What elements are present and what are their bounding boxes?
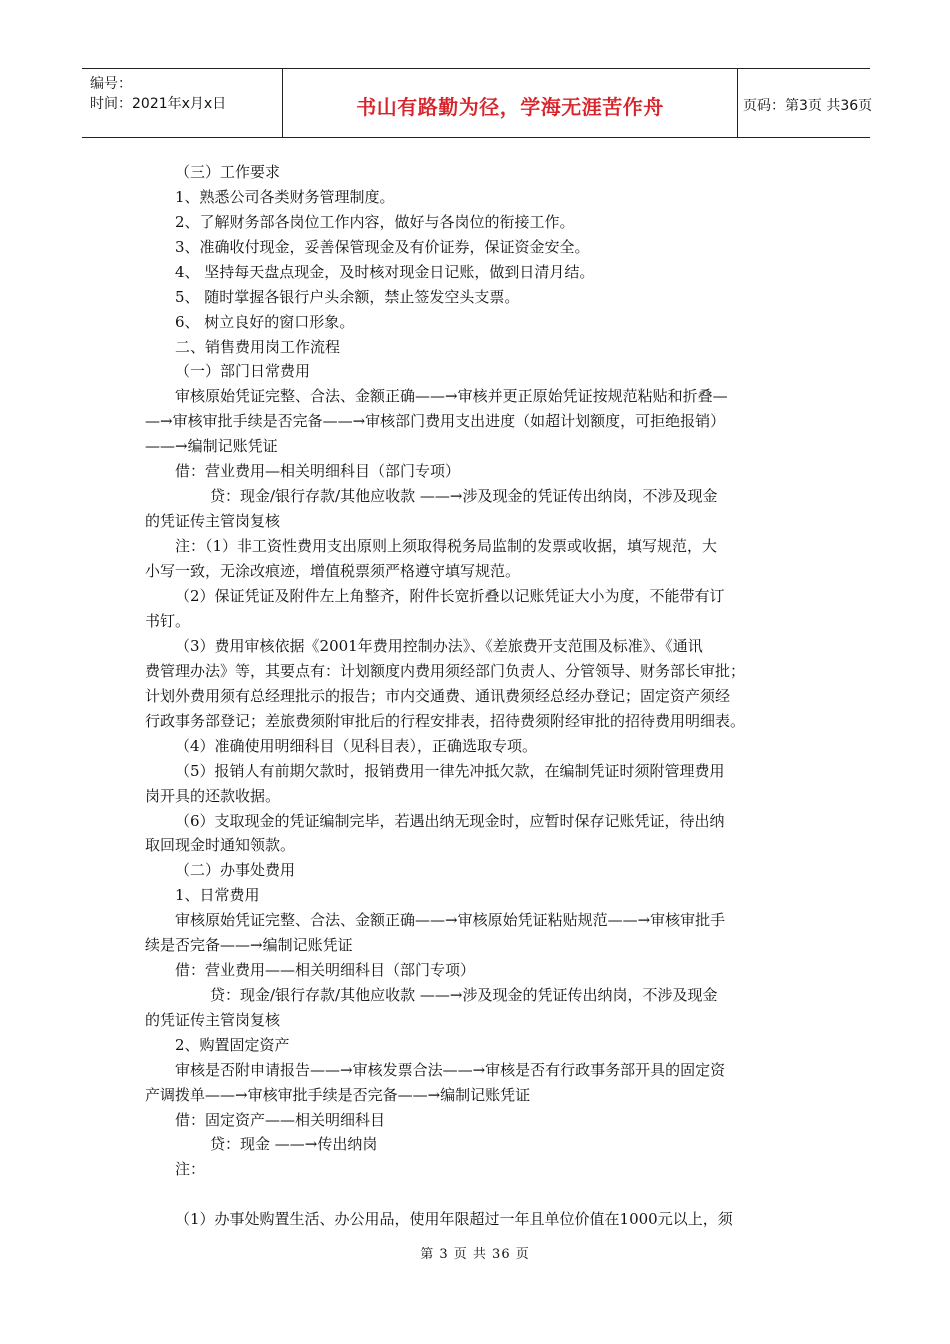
text-line: 2、了解财务部各岗位工作内容，做好与各岗位的衔接工作。 — [175, 213, 575, 231]
text-line: 借：营业费用——相关明细科目（部门专项） — [175, 961, 476, 979]
text-line: 注：（1）非工资性费用支出原则上须取得税务局监制的发票或收据，填写规范，大 — [175, 537, 718, 555]
text-line: 注： — [175, 1160, 206, 1178]
header-motto: 书山有路勤为径，学海无涯苦作舟 — [356, 95, 664, 119]
text-line: 产调拨单——→审核审批手续是否完备——→编制记账凭证 — [145, 1086, 531, 1104]
time-label: 时间：2021年x月x日 — [90, 96, 227, 112]
text-line: （4）准确使用明细科目（见科目表），正确选取专项。 — [175, 737, 538, 755]
text-line: ——→编制记账凭证 — [145, 437, 278, 455]
text-line: 书钉。 — [145, 612, 191, 630]
text-line: （1）办事处购置生活、办公用品，使用年限超过一年且单位价值在1000元以上，须 — [175, 1210, 733, 1228]
text-line: 借：固定资产——相关明细科目 — [175, 1111, 386, 1129]
text-line: 贷：现金/银行存款/其他应收款 ——→涉及现金的凭证传出纳岗，不涉及现金 — [210, 986, 718, 1004]
text-line: —→审核审批手续是否完备——→审核部门费用支出进度（如超计划额度，可拒绝报销） — [145, 412, 726, 430]
text-line: 1、熟悉公司各类财务管理制度。 — [175, 188, 395, 206]
text-line: 计划外费用须有总经理批示的报告；市内交通费、通讯费须经总经办登记；固定资产须经 — [145, 687, 731, 705]
text-line: 贷：现金 ——→传出纳岗 — [210, 1135, 378, 1153]
number-label: 编号： — [90, 76, 132, 92]
text-line: （6）支取现金的凭证编制完毕，若遇出纳无现金时，应暂时保存记账凭证，待出纳 — [175, 812, 725, 830]
text-line: 2、购置固定资产 — [175, 1036, 290, 1054]
text-line: 5、 随时掌握各银行户头余额，禁止签发空头支票。 — [175, 288, 520, 306]
text-line: 贷：现金/银行存款/其他应收款 ——→涉及现金的凭证传出纳岗，不涉及现金 — [210, 487, 718, 505]
text-line: 6、 树立良好的窗口形象。 — [175, 313, 355, 331]
text-line: 续是否完备——→编制记账凭证 — [145, 936, 353, 954]
header-motto-cell — [282, 69, 738, 137]
text-line: 借：营业费用—相关明细科目（部门专项） — [175, 462, 461, 480]
text-line: 费管理办法》等，其要点有：计划额度内费用须经部门负责人、分管领导、财务部长审批； — [145, 662, 746, 680]
text-line: 3、准确收付现金，妥善保管现金及有价证券，保证资金安全。 — [175, 238, 590, 256]
text-line: （2）保证凭证及附件左上角整齐，附件长宽折叠以记账凭证大小为度，不能带有订 — [175, 587, 725, 605]
page-header — [82, 68, 873, 138]
text-line: 小写一致，无涂改痕迹，增值税票须严格遵守填写规范。 — [145, 562, 521, 580]
text-line: 1、日常费用 — [175, 886, 260, 904]
page-footer: 第 3 页 共 36 页 — [420, 1247, 530, 1262]
header-page-cell — [737, 69, 873, 137]
text-line: （5）报销人有前期欠款时，报销费用一律先冲抵欠款，在编制凭证时须附管理费用 — [175, 762, 725, 780]
header-meta — [82, 69, 282, 137]
subsection-heading: （二）办事处费用 — [175, 861, 296, 879]
text-line: 取回现金时通知领款。 — [145, 836, 296, 854]
page-code: 页码：第3页 共36页 — [743, 98, 873, 114]
text-line: 审核是否附申请报告——→审核发票合法——→审核是否有行政事务部开具的固定资 — [175, 1061, 726, 1079]
text-line: 的凭证传主管岗复核 — [145, 1011, 281, 1029]
text-line: （三）工作要求 — [175, 163, 281, 181]
subsection-heading: （一）部门日常费用 — [175, 362, 311, 380]
text-line: 审核原始凭证完整、合法、金额正确——→审核原始凭证粘贴规范——→审核审批手 — [175, 911, 726, 929]
text-line: 审核原始凭证完整、合法、金额正确——→审核并更正原始凭证按规范粘贴和折叠— — [175, 387, 728, 405]
section-heading: 二、销售费用岗工作流程 — [175, 338, 341, 356]
text-line: （3）费用审核依据《2001年费用控制办法》、《差旅费开支范围及标准》、《通讯 — [175, 637, 703, 655]
text-line: 4、 坚持每天盘点现金，及时核对现金日记账，做到日清月结。 — [175, 263, 595, 281]
text-line: 的凭证传主管岗复核 — [145, 512, 281, 530]
text-line: 岗开具的还款收据。 — [145, 787, 281, 805]
text-line: 行政事务部登记；差旅费须附审批后的行程安排表，招待费须附经审批的招待费用明细表。 — [145, 712, 746, 730]
